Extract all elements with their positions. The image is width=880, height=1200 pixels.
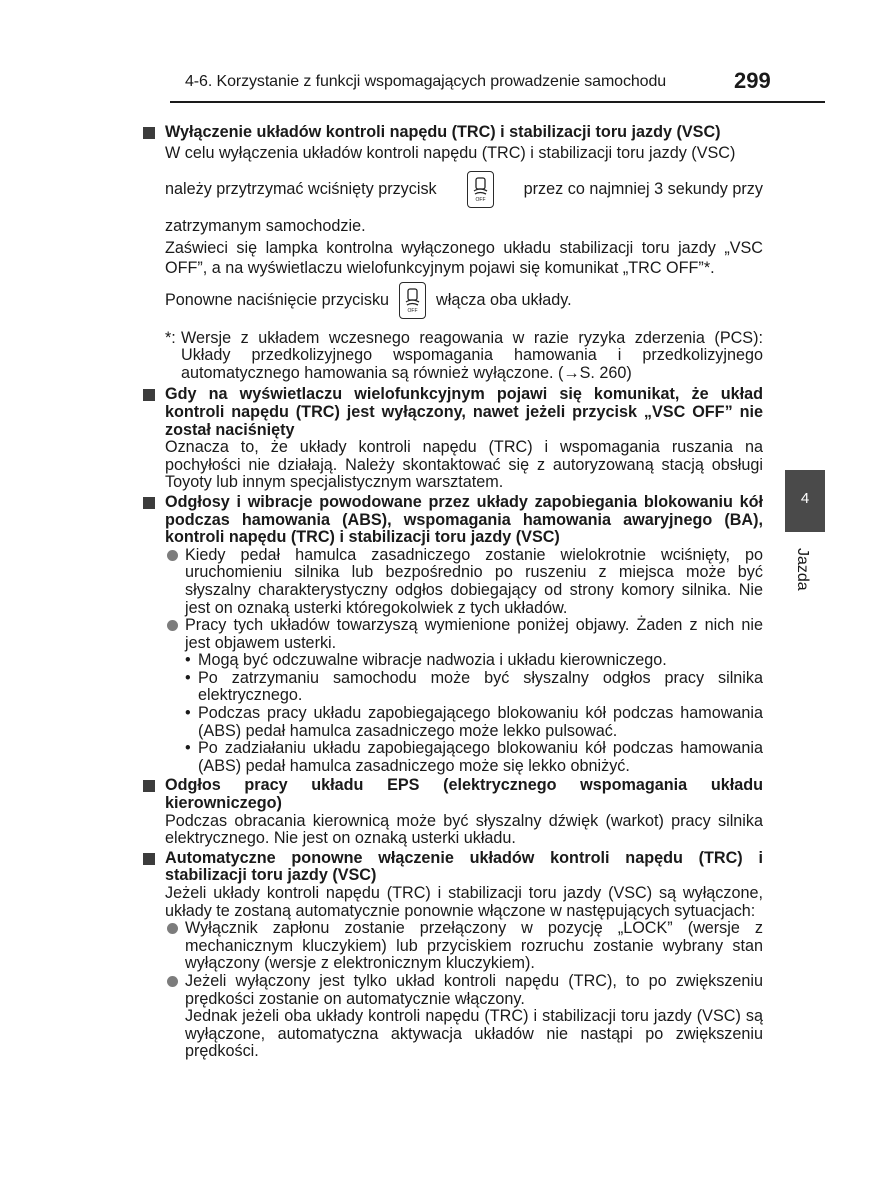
svg-text:OFF: OFF — [407, 308, 418, 315]
paragraph: W celu wyłączenia układów kontroli napędu (TRC) i stabilizacji toru jazdy (VSC) — [165, 143, 736, 162]
sub-list-item — [165, 705, 763, 740]
section-square-icon — [143, 853, 155, 865]
chapter-title: 4-6. Korzystanie z funkcji wspomagających prowadzenie samochodu — [185, 73, 667, 90]
section-title: Wyłączenie układów kontroli napędu (TRC) i stabilizacji toru jazdy (VSC) — [165, 123, 721, 141]
vsc-off-icon — [399, 282, 426, 319]
section-auto-reactivation — [143, 850, 763, 1061]
sub-list-item-text: Po zadziałaniu układu zapobiegającego blokowaniu kół podczas hamowania (ABS) pedał hamulca zasadniczego może się lekko obniżyć. — [198, 739, 763, 775]
paragraph: Zaświeci się lampka kontrolna wyłączonego układu stabilizacji toru jazdy „VSC OFF”, a na wyświetlaczu wielofunkcyjnym pojawi się komunikat „TRC OFF”*. — [165, 238, 763, 277]
paragraph: Podczas obracania kierownicą może być słyszalny dźwięk (warkot) pracy silnika elektrycznego. Nie jest on oznaką usterki układu. — [165, 811, 763, 848]
page-content — [143, 124, 763, 1063]
text-before-button: Ponowne naciśnięcie przycisku — [165, 290, 390, 309]
bullet-circle-icon — [167, 976, 178, 987]
bullet-circle-icon — [167, 550, 178, 561]
list-item — [165, 547, 763, 617]
paragraph-with-button — [165, 278, 763, 324]
bullet-dot-icon: • — [185, 704, 191, 723]
vsc-off-icon — [467, 171, 494, 208]
list-item-text: Wyłącznik zapłonu zostanie przełączony w pozycję „LOCK” (wersje z mechanicznym kluczykiem) lub przyciskiem rozruchu zostanie wybrany stan wyłączony (wersje z elektronicznym kluczykiem). — [185, 919, 763, 973]
section-title: Automatyczne ponowne włączenie układów kontroli napędu (TRC) i stabilizacji toru jazdy (VSC) — [165, 848, 763, 885]
paragraph: zatrzymanym samochodzie. — [165, 216, 366, 235]
sub-list-item — [165, 670, 763, 705]
section-square-icon — [143, 780, 155, 792]
section-trc-off-message — [143, 386, 763, 492]
section-title: Odgłos pracy układu EPS (elektrycznego wspomagania układu kierowniczego) — [165, 776, 763, 813]
section-trc-vsc-off — [143, 124, 763, 382]
bullet-circle-icon — [167, 923, 178, 934]
chapter-tab — [785, 470, 825, 532]
sub-list-item — [165, 740, 763, 775]
sub-list-item-text: Mogą być odczuwalne wibracje nadwozia i układu kierowniczego. — [198, 651, 667, 670]
page-number: 299 — [734, 68, 771, 93]
sub-list-item-text: Po zatrzymaniu samochodu może być słyszalny odgłos pracy silnika elektrycznego. — [198, 668, 763, 705]
footnote — [165, 330, 763, 383]
paragraph: Jeżeli układy kontroli napędu (TRC) i stabilizacji toru jazdy (VSC) są wyłączone, układy te zostaną automatycznie ponownie włączone w następujących sytuacjach: — [165, 884, 763, 920]
sub-list-item — [165, 652, 763, 670]
svg-text:OFF: OFF — [475, 197, 486, 204]
list-item-text: Pracy tych układów towarzyszą wymienione poniżej objawy. Żaden z nich nie jest objawem usterki. — [185, 616, 763, 652]
bullet-dot-icon: • — [185, 739, 191, 758]
section-title: Odgłosy i wibracje powodowane przez układy zapobiegania blokowaniu kół podczas hamowania (ABS), wspomagania hamowania awaryjnego (BA), kontroli napędu (TRC) i stabilizacji toru jazdy (VSC) — [165, 492, 763, 547]
section-eps-noise — [143, 777, 763, 847]
text-after-button: przez co najmniej 3 sekundy przy — [523, 179, 763, 198]
section-title: Gdy na wyświetlaczu wielofunkcyjnym pojawi się komunikat, że układ kontroli napędu (TRC) jest wyłączony, nawet jeżeli przycisk „VSC OFF” nie został naciśnięty — [165, 385, 763, 439]
section-square-icon — [143, 127, 155, 139]
footnote-text: Wersje z układem wczesnego reagowania w razie ryzyka zderzenia (PCS): Układy przedkolizyjnego wspomagania hamowania i przedkolizyjnego automatycznego hamowania są również wyłączone. (→S. 260) — [181, 328, 763, 382]
chapter-tab-label: Jazda — [794, 548, 811, 591]
footnote-mark: *: — [165, 328, 176, 347]
page-header — [0, 0, 880, 105]
paragraph: Oznacza to, że układy kontroli napędu (TRC) i wspomagania ruszania na pochyłości nie działają. Należy skontaktować się z autoryzowaną stacją obsługi Toyoty lub innym specjalistycznym warsztatem. — [165, 438, 763, 492]
text-before-button: należy przytrzymać wciśnięty przycisk — [165, 179, 437, 198]
section-noises-vibrations — [143, 494, 763, 776]
chapter-tab-number: 4 — [800, 490, 810, 507]
list-item — [165, 920, 763, 973]
paragraph-with-button — [165, 165, 763, 215]
bullet-dot-icon: • — [185, 651, 191, 670]
bullet-circle-icon — [167, 620, 178, 631]
bullet-dot-icon: • — [185, 668, 191, 687]
section-square-icon — [143, 497, 155, 509]
sub-list-item-text: Podczas pracy układu zapobiegającego blokowaniu kół podczas hamowania (ABS) pedał hamulca zasadniczego może lekko pulsować. — [198, 704, 763, 740]
section-square-icon — [143, 389, 155, 401]
list-item-text: Jeżeli wyłączony jest tylko układ kontroli napędu (TRC), to po zwiększeniu prędkości zostanie on automatycznie włączony. — [185, 971, 763, 1008]
list-item — [165, 617, 763, 652]
text-after-button: włącza oba układy. — [436, 290, 572, 309]
list-item — [165, 973, 763, 1061]
list-item-text: Kiedy pedał hamulca zasadniczego zostanie wielokrotnie wciśnięty, po uruchomieniu silnika lub bezpośrednio po ruszeniu z miejsca może być słyszalny charakterystyczny odgłos dobiegający od strony komory silnika. Nie jest on oznaką usterki któregokolwiek z tych układów. — [185, 545, 763, 617]
list-item-text: Jednak jeżeli oba układy kontroli napędu (TRC) i stabilizacji toru jazdy (VSC) są wyłączone, automatyczna aktywacja układów nie nastąpi po zwiększeniu prędkości. — [185, 1007, 763, 1061]
header-rule — [170, 101, 825, 103]
